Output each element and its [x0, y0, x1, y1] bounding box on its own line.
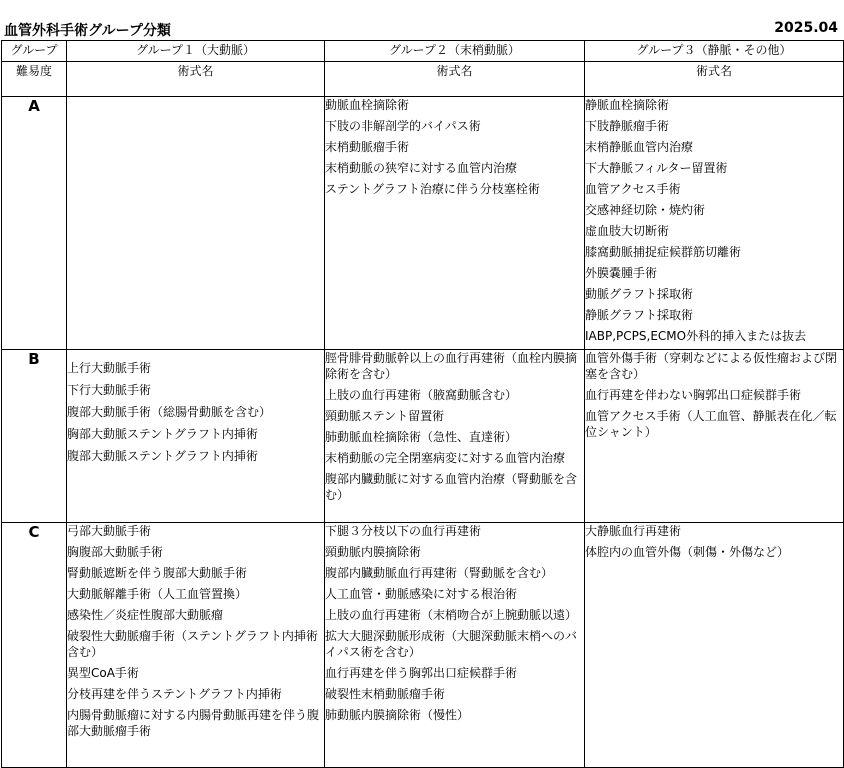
document-date: 2025.04 — [774, 20, 838, 36]
list-item: 感染性／炎症性腹部大動脈瘤 — [67, 608, 224, 622]
list-item: 腹部内臓動脈血行再建術（腎動脈を含む） — [325, 566, 554, 580]
list-item: 異型CoA手術 — [67, 666, 139, 680]
group3-header: グループ３（静脈・その他） — [585, 41, 844, 62]
level-a-row — [2, 97, 844, 350]
list-item: 動脈グラフト採取術 — [585, 287, 694, 301]
list-item: 胸腹部大動脈手術 — [67, 545, 164, 559]
list-item: 動脈血栓摘除術 — [325, 98, 410, 112]
list-item: IABP,PCPS,ECMO外科的挿入または抜去 — [585, 329, 807, 343]
list-item: 腹部大動脈ステントグラフト内挿術 — [67, 449, 258, 463]
level-a-group1-cell — [67, 97, 325, 350]
list-item: 下行大動脈手術 — [67, 383, 152, 397]
group2-header: グループ２（末梢動脈） — [325, 41, 585, 62]
list-item: 腹部大動脈手術（総腸骨動脈を含む） — [67, 405, 272, 419]
level-b-group3-cell — [585, 350, 844, 523]
difficulty-label-cell: 難易度 — [2, 62, 67, 97]
group-label-cell: グループ — [2, 41, 67, 62]
list-item: 血管外傷手術（穿刺などによる仮性瘤および閉塞を含む） — [585, 351, 838, 381]
level-a-group3-cell — [585, 97, 844, 350]
list-item: 末梢動脈瘤手術 — [325, 140, 410, 154]
procedure-header-row — [2, 62, 844, 97]
list-item: 膝窩動脈捕捉症候群筋切離術 — [585, 245, 742, 259]
list-item: 上肢の血行再建術（腋窩動脈含む） — [325, 388, 518, 402]
list-item: 人工血管・動脈感染に対する根治術 — [325, 587, 518, 601]
list-item: 末梢動脈の狭窄に対する血管内治療 — [325, 161, 518, 175]
surgery-group-table — [1, 40, 844, 768]
list-item: 脛骨腓骨動脈幹以上の血行再建術（血栓内膜摘除術を含む） — [325, 351, 578, 381]
list-item: 虚血肢大切断術 — [585, 224, 670, 238]
group1-header: グループ１（大動脈） — [67, 41, 325, 62]
list-item: 静脈血栓摘除術 — [585, 98, 670, 112]
list-item: 肺動脈血栓摘除術（急性、直達術） — [325, 430, 518, 444]
list-item: 大動脈解離手術（人工血管置換） — [67, 587, 248, 601]
level-b-row — [2, 350, 844, 523]
list-item: 末梢動脈の完全閉塞病変に対する血管内治療 — [325, 451, 566, 465]
list-item: 血行再建を伴う胸郭出口症候群手術 — [325, 666, 518, 680]
level-c-label: C — [2, 523, 67, 768]
level-b-group2-cell — [325, 350, 585, 523]
list-item: 下肢静脈瘤手術 — [585, 119, 670, 133]
list-item: 血管アクセス手術（人工血管、静脈表在化／転位シャント） — [585, 409, 837, 439]
document-title: 血管外科手術グループ分類 — [4, 23, 171, 39]
list-item: 腎動脈遮断を伴う腹部大動脈手術 — [67, 566, 248, 580]
level-c-group1-cell — [67, 523, 325, 768]
list-item: 頸動脈内膜摘除術 — [325, 545, 422, 559]
list-item: 下肢の非解剖学的バイパス術 — [325, 119, 481, 133]
list-item: 破裂性末梢動脈瘤手術 — [325, 687, 446, 701]
list-item: ステントグラフト治療に伴う分枝塞栓術 — [325, 182, 540, 196]
list-item: 体腔内の血管外傷（刺傷・外傷など） — [585, 545, 790, 559]
group3-procedure-label: 術式名 — [585, 62, 844, 97]
list-item: 頸動脈ステント留置術 — [325, 409, 445, 423]
level-c-row — [2, 523, 844, 768]
group2-procedure-label: 術式名 — [325, 62, 585, 97]
level-c-group3-cell — [585, 523, 844, 768]
level-a-label: A — [2, 97, 67, 350]
list-item: 上肢の血行再建術（末梢吻合が上腕動脈以遠） — [325, 608, 578, 622]
list-item: 血行再建を伴わない胸郭出口症候群手術 — [585, 388, 802, 402]
list-item: 下腿３分枝以下の血行再建術 — [325, 524, 482, 538]
list-item: 分枝再建を伴うステントグラフト内挿術 — [67, 687, 282, 701]
level-a-group2-cell — [325, 97, 585, 350]
list-item: 腹部内臓動脈に対する血管内治療（腎動脈を含む） — [325, 472, 578, 502]
level-c-group2-cell — [325, 523, 585, 768]
list-item: 拡大大腿深動脈形成術（大腿深動脈末梢へのバイパス術を含む） — [325, 629, 578, 659]
list-item: 内腸骨動脈瘤に対する内腸骨動脈再建を伴う腹部大動脈瘤手術 — [67, 708, 320, 738]
group1-procedure-label: 術式名 — [67, 62, 325, 97]
list-item: 弓部大動脈手術 — [67, 524, 152, 538]
group-header-row — [2, 41, 844, 62]
list-item: 胸部大動脈ステントグラフト内挿術 — [67, 427, 258, 441]
list-item: 交感神経切除・焼灼術 — [585, 203, 706, 217]
list-item: 破裂性大動脈瘤手術（ステントグラフト内挿術含む） — [67, 629, 318, 659]
list-item: 下大静脈フィルター留置術 — [585, 161, 728, 175]
level-b-label: B — [2, 350, 67, 523]
list-item: 末梢静脈血管内治療 — [585, 140, 694, 154]
list-item: 肺動脈内膜摘除術（慢性） — [325, 708, 470, 722]
list-item: 上行大動脈手術 — [67, 361, 152, 375]
list-item: 静脈グラフト採取術 — [585, 308, 694, 322]
level-b-group1-cell — [67, 350, 325, 523]
list-item: 大静脈血行再建術 — [585, 524, 682, 538]
list-item: 外膜嚢腫手術 — [585, 266, 658, 280]
list-item: 血管アクセス手術 — [585, 182, 681, 196]
